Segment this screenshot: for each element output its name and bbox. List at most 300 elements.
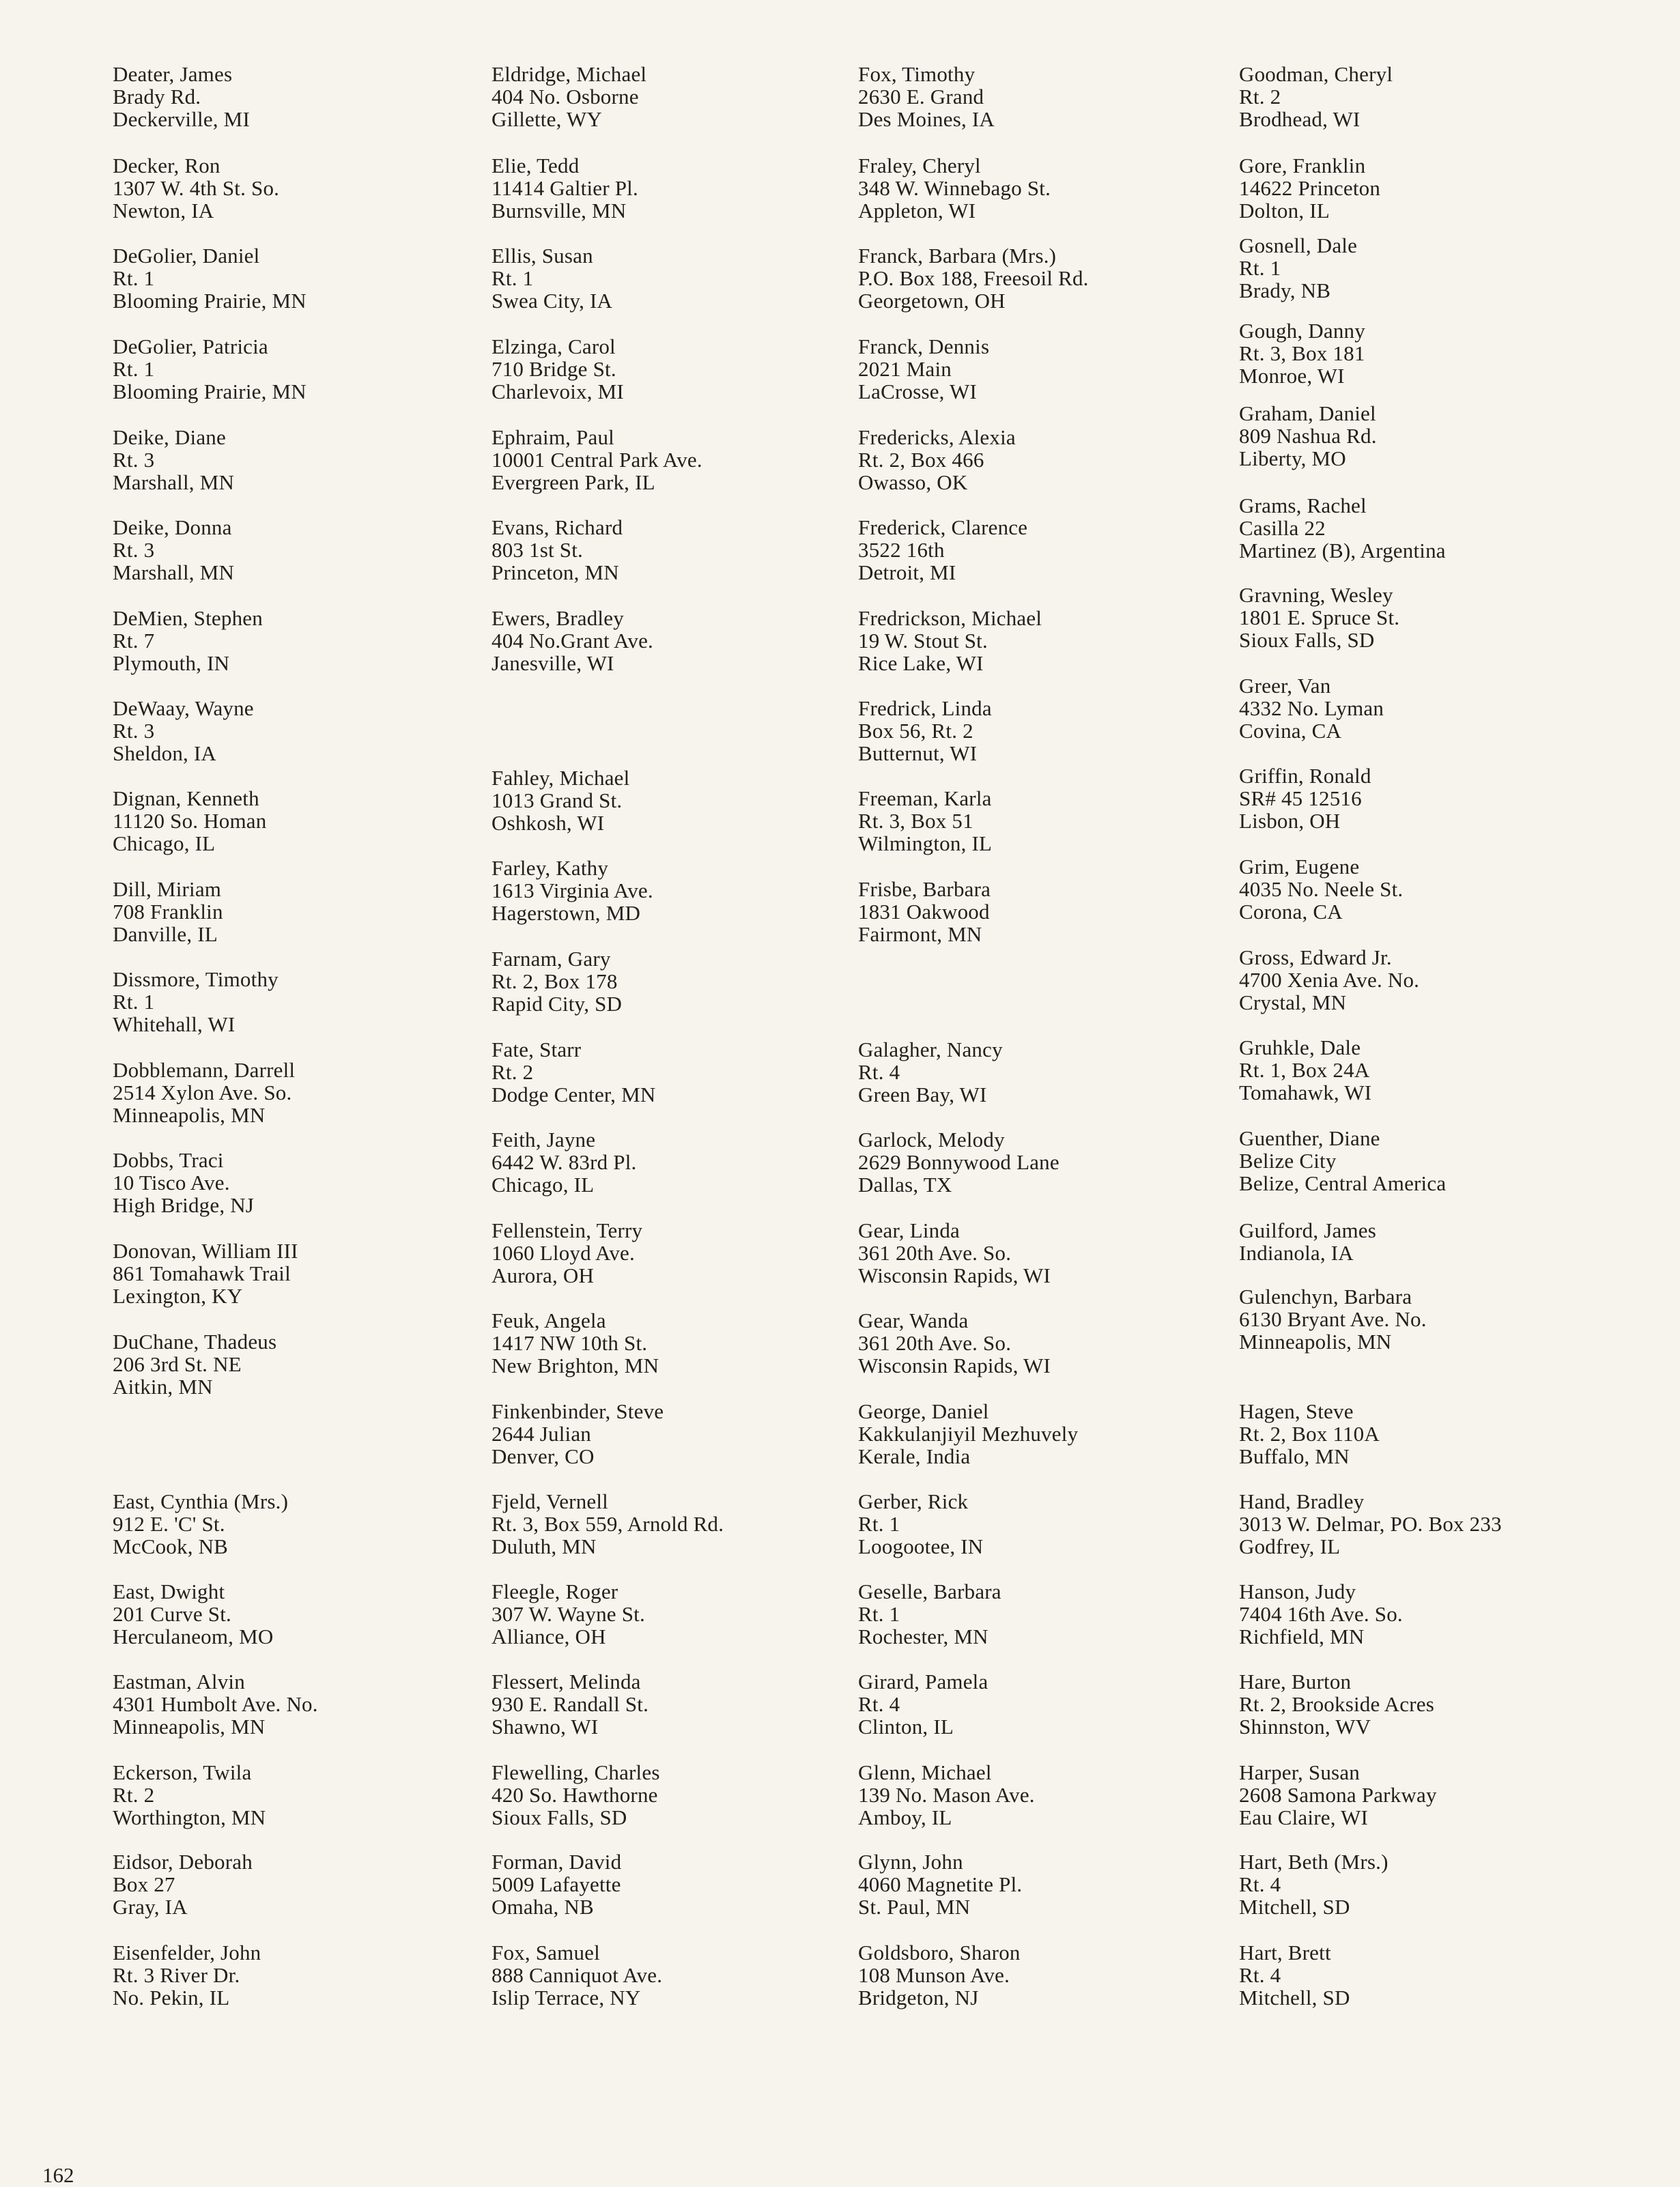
directory-entry (492, 426, 702, 494)
entry-city: Belize, Central America (1239, 1171, 1447, 1195)
entry-name: Farley, Kathy (492, 856, 609, 880)
entry-address: 10001 Central Park Ave. (492, 448, 702, 472)
entry-name: Elzinga, Carol (492, 334, 616, 358)
entry-name: Dobblemann, Darrell (113, 1058, 296, 1082)
directory-entry (1239, 584, 1399, 651)
directory-entry (858, 1219, 1051, 1287)
entry-name: Flessert, Melinda (492, 1670, 641, 1693)
entry-name: Greer, Van (1239, 674, 1331, 698)
entry-name: Harper, Susan (1239, 1760, 1360, 1784)
directory-column-4 (1239, 0, 1621, 2184)
entry-address: 1831 Oakwood (858, 900, 990, 924)
entry-name: Hart, Beth (Mrs.) (1239, 1850, 1389, 1874)
entry-city: Oshkosh, WI (492, 811, 605, 835)
directory-entry (492, 1219, 642, 1287)
entry-city: Burnsville, MN (492, 199, 627, 223)
entry-name: Frederick, Clarence (858, 515, 1028, 539)
entry-name: Girard, Pamela (858, 1670, 988, 1693)
entry-name: Guilford, James (1239, 1218, 1377, 1242)
directory-entry (1239, 494, 1446, 562)
entry-name: Fredrick, Linda (858, 696, 992, 720)
entry-address: 206 3rd St. NE (113, 1352, 242, 1376)
entry-address: 1013 Grand St. (492, 788, 623, 812)
entry-city: Blooming Prairie, MN (113, 289, 307, 313)
entry-address: 6442 W. 83rd Pl. (492, 1150, 637, 1174)
directory-entry (858, 1309, 1051, 1377)
entry-name: Feuk, Angela (492, 1309, 606, 1332)
entry-address: Rt. 3 (113, 538, 155, 562)
entry-name: Elie, Tedd (492, 154, 580, 177)
entry-city: Omaha, NB (492, 1895, 594, 1919)
entry-address: Rt. 1, Box 24A (1239, 1058, 1370, 1082)
entry-address: 1613 Virginia Ave. (492, 878, 653, 902)
directory-entry (1239, 1941, 1350, 2009)
entry-name: Gulenchyn, Barbara (1239, 1285, 1412, 1309)
entry-city: Eau Claire, WI (1239, 1805, 1369, 1829)
entry-name: East, Cynthia (Mrs.) (113, 1489, 289, 1513)
directory-entry (1239, 1036, 1371, 1104)
entry-city: Lisbon, OH (1239, 809, 1341, 833)
directory-entry (492, 1400, 664, 1468)
directory-column-3 (858, 0, 1240, 2184)
entry-address: Rt. 2, Box 178 (492, 969, 618, 993)
entry-city: Fairmont, MN (858, 922, 982, 946)
entry-name: Eastman, Alvin (113, 1670, 245, 1693)
entry-address: Rt. 7 (113, 629, 155, 653)
entry-address: Rt. 3 (113, 719, 155, 743)
entry-name: Fellenstein, Terry (492, 1218, 643, 1242)
entry-city: Evergreen Park, IL (492, 470, 655, 494)
entry-address: Rt. 3, Box 181 (1239, 341, 1365, 365)
entry-address: Rt. 1 (113, 266, 155, 290)
entry-city: Monroe, WI (1239, 364, 1345, 388)
entry-address: Kakkulanjiyil Mezhuvely (858, 1422, 1079, 1446)
entry-city: Danville, IL (113, 922, 218, 946)
entry-name: Gravning, Wesley (1239, 583, 1393, 607)
entry-city: New Brighton, MN (492, 1354, 659, 1377)
directory-entry (113, 1850, 253, 1918)
entry-address: 4035 No. Neele St. (1239, 877, 1404, 901)
entry-name: Fox, Samuel (492, 1941, 600, 1964)
entry-city: Islip Terrace, NY (492, 1986, 641, 2010)
entry-name: Hare, Burton (1239, 1670, 1352, 1693)
entry-city: Marshall, MN (113, 560, 235, 584)
entry-address: Indianola, IA (1239, 1241, 1354, 1265)
directory-entry (858, 878, 991, 945)
directory-entry (1239, 1285, 1427, 1353)
entry-address: 3013 W. Delmar, PO. Box 233 (1239, 1512, 1502, 1536)
entry-city: Loogootee, IN (858, 1534, 984, 1558)
entry-address: 2514 Xylon Ave. So. (113, 1081, 292, 1104)
directory-entry (113, 1149, 254, 1216)
directory-entry (1239, 1127, 1446, 1195)
entry-name: Fox, Timothy (858, 62, 976, 86)
directory-entry (858, 1761, 1035, 1829)
entry-name: Franck, Barbara (Mrs.) (858, 244, 1057, 268)
entry-address: 404 No. Osborne (492, 85, 639, 109)
entry-name: Fredrickson, Michael (858, 606, 1042, 630)
entry-city: Charlevoix, MI (492, 380, 624, 403)
entry-address: Rt. 1 (113, 990, 155, 1014)
entry-city: Plymouth, IN (113, 651, 230, 675)
directory-entry (113, 607, 263, 674)
entry-address: Rt. 4 (858, 1692, 900, 1716)
entry-address: 139 No. Mason Ave. (858, 1783, 1035, 1807)
directory-entry (492, 607, 653, 674)
entry-city: Gray, IA (113, 1895, 188, 1919)
entry-address: 888 Canniquot Ave. (492, 1963, 663, 1987)
entry-address: 6130 Bryant Ave. No. (1239, 1307, 1427, 1331)
entry-name: Forman, David (492, 1850, 622, 1874)
entry-name: Gear, Linda (858, 1218, 960, 1242)
entry-city: Shawno, WI (492, 1715, 599, 1739)
entry-city: Newton, IA (113, 199, 214, 223)
entry-address: 361 20th Ave. So. (858, 1241, 1012, 1265)
entry-city: Rapid City, SD (492, 992, 623, 1016)
directory-entry (858, 335, 989, 403)
entry-name: Dobbs, Traci (113, 1148, 224, 1172)
directory-entry (492, 63, 646, 130)
entry-city: Lexington, KY (113, 1284, 243, 1308)
directory-entry (492, 1761, 660, 1829)
entry-name: Hart, Brett (1239, 1941, 1331, 1964)
directory-entry (858, 1850, 1022, 1918)
directory-entry (113, 1240, 298, 1307)
directory-entry (113, 335, 307, 403)
entry-city: Gillette, WY (492, 107, 602, 131)
directory-entry (113, 1941, 261, 2009)
directory-entry (1239, 234, 1357, 302)
entry-name: Gross, Edward Jr. (1239, 945, 1392, 969)
directory-entry (858, 697, 992, 764)
entry-name: Fredericks, Alexia (858, 425, 1016, 449)
directory-entry (1239, 764, 1371, 832)
entry-city: Buffalo, MN (1239, 1444, 1350, 1468)
directory-entry (113, 697, 254, 764)
entry-name: East, Dwight (113, 1579, 225, 1603)
entry-address: 803 1st St. (492, 538, 583, 562)
entry-city: Kerale, India (858, 1444, 971, 1468)
entry-address: 7404 16th Ave. So. (1239, 1602, 1403, 1626)
entry-name: Gruhkle, Dale (1239, 1035, 1361, 1059)
directory-entry (858, 1038, 1003, 1106)
entry-name: Dissmore, Timothy (113, 967, 279, 991)
entry-name: Ephraim, Paul (492, 425, 614, 449)
entry-address: SR# 45 12516 (1239, 786, 1362, 810)
entry-address: 1417 NW 10th St. (492, 1331, 648, 1355)
entry-city: No. Pekin, IL (113, 1986, 230, 2010)
directory-entry (1239, 1850, 1389, 1918)
entry-address: Rt. 3, Box 559, Arnold Rd. (492, 1512, 724, 1536)
entry-address: 404 No.Grant Ave. (492, 629, 654, 653)
entry-city: LaCrosse, WI (858, 380, 978, 403)
directory-entry (858, 426, 1016, 494)
directory-entry (1239, 402, 1377, 470)
entry-city: Corona, CA (1239, 900, 1343, 924)
entry-address: 2021 Main (858, 357, 952, 381)
entry-city: Hagerstown, MD (492, 901, 641, 925)
entry-name: Fraley, Cheryl (858, 154, 981, 177)
entry-name: Eisenfelder, John (113, 1941, 261, 1964)
entry-address: Rt. 2, Box 466 (858, 448, 984, 472)
entry-city: Rochester, MN (858, 1625, 988, 1648)
entry-name: Gosnell, Dale (1239, 233, 1358, 257)
entry-address: Rt. 4 (1239, 1872, 1281, 1896)
page-number: 162 (42, 2163, 74, 2187)
entry-address: 1801 E. Spruce St. (1239, 605, 1400, 629)
directory-entry (492, 244, 612, 312)
entry-city: Janesville, WI (492, 651, 614, 675)
entry-name: Fjeld, Vernell (492, 1489, 608, 1513)
directory-entry (113, 1580, 273, 1648)
entry-name: Deater, James (113, 62, 233, 86)
entry-address: Rt. 2, Box 110A (1239, 1422, 1380, 1446)
entry-name: Fleegle, Roger (492, 1579, 618, 1603)
entry-city: Rice Lake, WI (858, 651, 984, 675)
entry-address: Rt. 3 (113, 448, 155, 472)
entry-city: Tomahawk, WI (1239, 1081, 1372, 1104)
entry-name: Glynn, John (858, 1850, 963, 1874)
directory-entry (113, 426, 234, 494)
entry-address: 348 W. Winnebago St. (858, 176, 1051, 200)
entry-city: McCook, NB (113, 1534, 229, 1558)
entry-name: Hagen, Steve (1239, 1399, 1354, 1423)
entry-name: DuChane, Thadeus (113, 1330, 277, 1354)
entry-name: Guenther, Diane (1239, 1126, 1380, 1150)
entry-city: Des Moines, IA (858, 107, 995, 131)
directory-entry (858, 787, 992, 855)
entry-name: Deike, Diane (113, 425, 226, 449)
entry-address: 11414 Galtier Pl. (492, 176, 638, 200)
directory-entry (113, 1059, 295, 1126)
entry-address: 2629 Bonnywood Lane (858, 1150, 1059, 1174)
entry-address: 4301 Humbolt Ave. No. (113, 1692, 318, 1716)
entry-name: Hand, Bradley (1239, 1489, 1365, 1513)
entry-name: Garlock, Melody (858, 1128, 1005, 1152)
entry-name: Hanson, Judy (1239, 1579, 1356, 1603)
entry-city: Godfrey, IL (1239, 1534, 1341, 1558)
directory-entry (1239, 1580, 1403, 1648)
entry-name: Grim, Eugene (1239, 855, 1360, 878)
entry-address: Rt. 1 (492, 266, 534, 290)
entry-address: Box 56, Rt. 2 (858, 719, 973, 743)
directory-entry (858, 1580, 1001, 1648)
entry-address: Rt. 3 River Dr. (113, 1963, 240, 1987)
directory-entry (858, 244, 1089, 312)
directory-entry (492, 1850, 621, 1918)
directory-entry (492, 1941, 662, 2009)
entry-address: 4332 No. Lyman (1239, 696, 1384, 720)
entry-address: 708 Franklin (113, 900, 223, 924)
entry-city: Marshall, MN (113, 470, 235, 494)
directory-entry (858, 607, 1042, 674)
directory-entry (492, 857, 653, 924)
entry-address: Rt. 1 (113, 357, 155, 381)
entry-city: Butternut, WI (858, 741, 978, 765)
entry-name: Deike, Donna (113, 515, 232, 539)
entry-city: Whitehall, WI (113, 1012, 236, 1036)
directory-entry (1239, 154, 1380, 222)
entry-name: Eckerson, Twila (113, 1760, 252, 1784)
directory-entry (492, 516, 623, 584)
entry-name: Finkenbinder, Steve (492, 1399, 664, 1423)
entry-city: Dallas, TX (858, 1173, 952, 1197)
entry-city: Denver, CO (492, 1444, 595, 1468)
entry-city: Herculaneom, MO (113, 1625, 274, 1648)
directory-entry (113, 878, 223, 945)
directory-entry (113, 1670, 318, 1738)
directory-entry (1239, 1761, 1437, 1829)
directory-entry (113, 244, 307, 312)
entry-address: 2630 E. Grand (858, 85, 984, 109)
entry-city: Sioux Falls, SD (1239, 628, 1375, 652)
entry-address: Rt. 2 (492, 1060, 534, 1084)
entry-city: Wisconsin Rapids, WI (858, 1263, 1051, 1287)
entry-city: Dolton, IL (1239, 199, 1330, 223)
directory-entry (492, 154, 638, 222)
entry-name: Galagher, Nancy (858, 1038, 1003, 1061)
entry-address: 361 20th Ave. So. (858, 1331, 1012, 1355)
entry-address: 420 So. Hawthorne (492, 1783, 658, 1807)
entry-city: Sioux Falls, SD (492, 1805, 627, 1829)
entry-name: Franck, Dennis (858, 334, 990, 358)
entry-address: 4700 Xenia Ave. No. (1239, 968, 1420, 992)
directory-entry (113, 1330, 276, 1398)
directory-entry (113, 1761, 266, 1829)
entry-name: Eldridge, Michael (492, 62, 647, 86)
entry-address: Rt. 4 (1239, 1963, 1281, 1987)
directory-entry (492, 1128, 636, 1196)
entry-name: Evans, Richard (492, 515, 623, 539)
directory-entry (858, 1400, 1078, 1468)
entry-address: Belize City (1239, 1149, 1337, 1173)
directory-entry (1239, 319, 1365, 387)
entry-address: P.O. Box 188, Freesoil Rd. (858, 266, 1089, 290)
directory-entry (113, 968, 279, 1035)
directory-entry (492, 767, 629, 834)
entry-city: Detroit, MI (858, 560, 956, 584)
entry-name: Goldsboro, Sharon (858, 1941, 1021, 1964)
entry-address: 861 Tomahawk Trail (113, 1261, 291, 1285)
entry-city: Blooming Prairie, MN (113, 380, 307, 403)
entry-address: Box 27 (113, 1872, 175, 1896)
entry-name: Gear, Wanda (858, 1309, 969, 1332)
entry-address: 108 Munson Ave. (858, 1963, 1010, 1987)
directory-entry (492, 1490, 724, 1558)
entry-name: Fate, Starr (492, 1038, 582, 1061)
directory-entry (858, 1670, 988, 1738)
entry-address: 1307 W. 4th St. So. (113, 176, 280, 200)
entry-name: DeMien, Stephen (113, 606, 263, 630)
entry-city: Minneapolis, MN (1239, 1330, 1392, 1354)
entry-name: Griffin, Ronald (1239, 764, 1371, 788)
directory-entry (113, 63, 250, 130)
entry-name: Gerber, Rick (858, 1489, 969, 1513)
entry-name: Gore, Franklin (1239, 154, 1366, 177)
entry-city: Alliance, OH (492, 1625, 606, 1648)
entry-city: Amboy, IL (858, 1805, 952, 1829)
entry-name: Ellis, Susan (492, 244, 593, 268)
entry-name: Graham, Daniel (1239, 401, 1376, 425)
entry-address: Rt. 2, Brookside Acres (1239, 1692, 1434, 1716)
entry-address: 4060 Magnetite Pl. (858, 1872, 1023, 1896)
directory-column-1 (113, 0, 495, 2184)
entry-address: 11120 So. Homan (113, 809, 267, 833)
entry-name: DeWaay, Wayne (113, 696, 254, 720)
entry-city: Minneapolis, MN (113, 1103, 266, 1127)
entry-address: Rt. 1 (858, 1512, 900, 1536)
entry-name: Geselle, Barbara (858, 1579, 1001, 1603)
entry-address: Rt. 2 (113, 1783, 155, 1807)
entry-name: Farnam, Gary (492, 947, 611, 971)
directory-entry (492, 1309, 659, 1377)
directory-entry (1239, 946, 1419, 1014)
entry-name: Decker, Ron (113, 154, 220, 177)
entry-name: Feith, Jayne (492, 1128, 596, 1152)
directory-column-2 (492, 0, 874, 2184)
entry-city: Covina, CA (1239, 719, 1342, 743)
entry-city: Worthington, MN (113, 1805, 266, 1829)
entry-address: 201 Curve St. (113, 1602, 231, 1626)
entry-city: Duluth, MN (492, 1534, 597, 1558)
entry-city: Chicago, IL (492, 1173, 595, 1197)
directory-entry (492, 335, 624, 403)
entry-address: Casilla 22 (1239, 516, 1326, 540)
entry-address: 10 Tisco Ave. (113, 1171, 230, 1195)
entry-name: Eidsor, Deborah (113, 1850, 253, 1874)
entry-address: 1060 Lloyd Ave. (492, 1241, 635, 1265)
entry-name: Fahley, Michael (492, 766, 630, 790)
entry-address: Rt. 1 (1239, 256, 1281, 280)
entry-name: Goodman, Cheryl (1239, 62, 1393, 86)
directory-entry (858, 1490, 983, 1558)
entry-city: Martinez (B), Argentina (1239, 539, 1446, 562)
entry-address: 710 Bridge St. (492, 357, 616, 381)
entry-city: Dodge Center, MN (492, 1083, 656, 1106)
directory-entry (492, 947, 622, 1015)
entry-city: High Bridge, NJ (113, 1193, 255, 1217)
entry-city: Appleton, WI (858, 199, 976, 223)
entry-city: Minneapolis, MN (113, 1715, 266, 1739)
entry-name: Grams, Rachel (1239, 494, 1367, 517)
entry-city: Swea City, IA (492, 289, 613, 313)
entry-address: 19 W. Stout St. (858, 629, 988, 653)
entry-city: Sheldon, IA (113, 741, 217, 765)
entry-city: Owasso, OK (858, 470, 968, 494)
entry-city: Bridgeton, NJ (858, 1986, 979, 2010)
directory-entry (1239, 1219, 1376, 1264)
directory-entry (1239, 674, 1384, 742)
directory-entry (492, 1670, 649, 1738)
entry-name: DeGolier, Patricia (113, 334, 268, 358)
directory-entry (858, 1128, 1059, 1196)
entry-address: 307 W. Wayne St. (492, 1602, 645, 1626)
entry-city: Wilmington, IL (858, 831, 993, 855)
directory-entry (858, 154, 1051, 222)
entry-name: Gough, Danny (1239, 319, 1365, 343)
entry-city: Liberty, MO (1239, 446, 1346, 470)
entry-name: Dignan, Kenneth (113, 786, 259, 810)
entry-address: 912 E. 'C' St. (113, 1512, 225, 1536)
entry-address: Brady Rd. (113, 85, 201, 109)
directory-entry (492, 1580, 645, 1648)
directory-entry (1239, 855, 1403, 923)
directory-entry (858, 516, 1027, 584)
entry-name: Glenn, Michael (858, 1760, 992, 1784)
entry-name: DeGolier, Daniel (113, 244, 260, 268)
entry-address: 5009 Lafayette (492, 1872, 621, 1896)
entry-city: Deckerville, MI (113, 107, 250, 131)
